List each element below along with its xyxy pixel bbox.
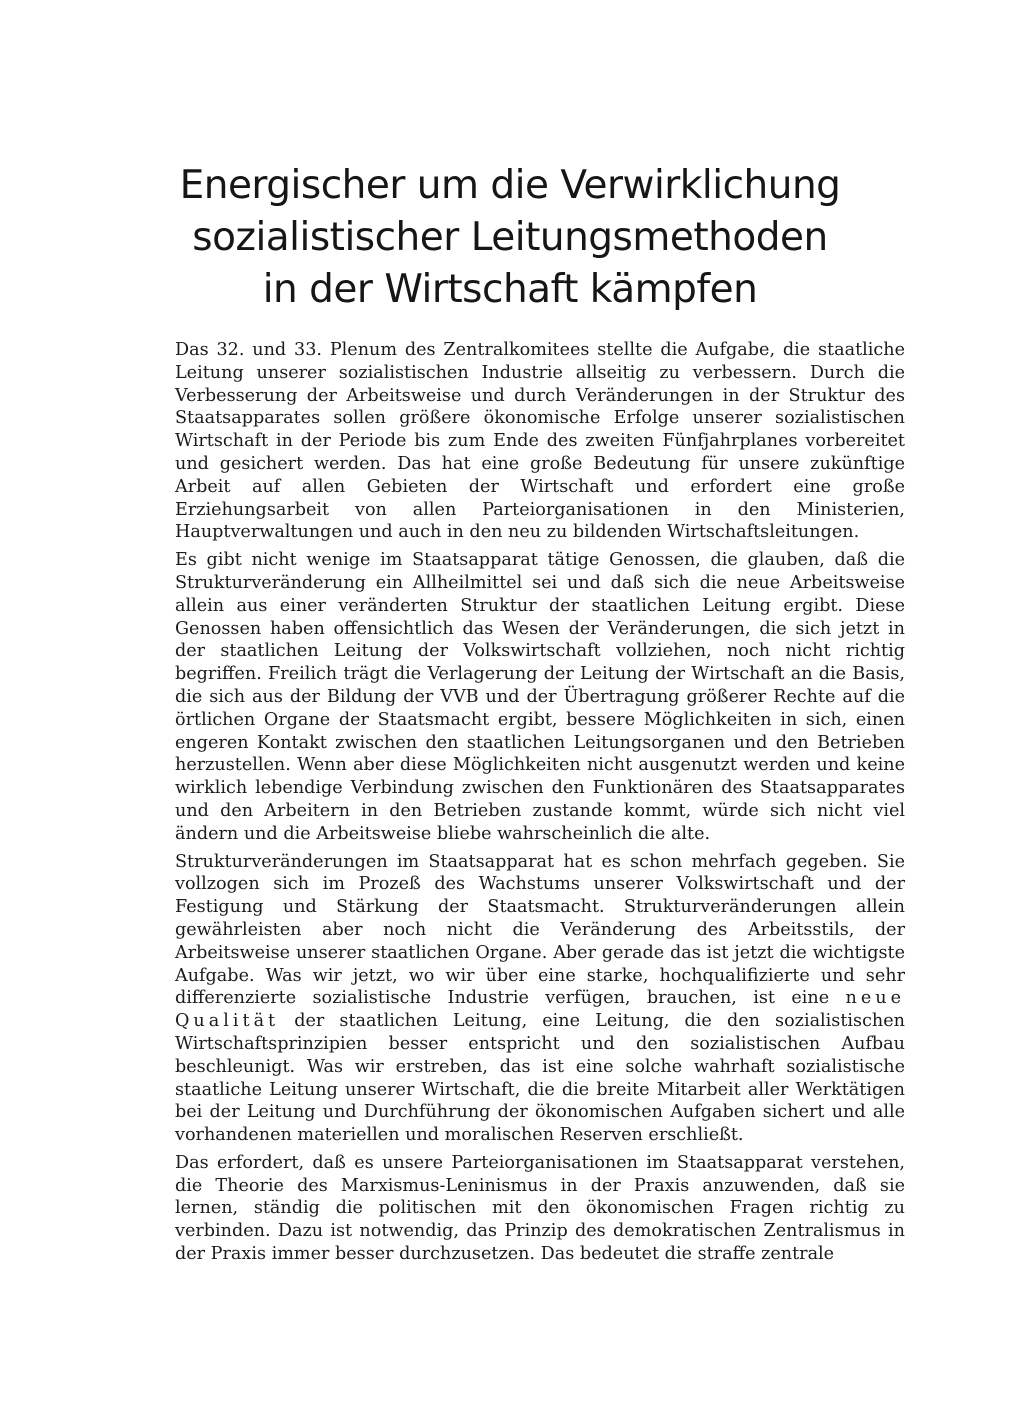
paragraph-4: Das erfordert, daß es unsere Parteiorganisationen im Staatsapparat verstehen, die Theorie des Marxismus-Leninismus in der Praxis anzuwenden, daß sie lernen, ständig die politischen mit den ökonomischen Fragen richtig zu verbinden. Dazu ist notwendig, das Prinzip des demokratischen Zentralismus in der Praxis immer besser durchzusetzen. Das bedeutet die straffe zentrale	[175, 1152, 905, 1265]
paragraph-1: Das 32. und 33. Plenum des Zentralkomitees stellte die Aufgabe, die staatliche Leitung unserer sozialistischen Industrie allseitig zu verbessern. Durch die Verbesserung der Arbeitsweise und durch Veränderungen in der Struktur des Staatsapparates sollen größere ökonomische Erfolge unserer sozialistischen Wirtschaft in der Periode bis zum Ende des zweiten Fünfjahrplanes vorbereitet und gesichert werden. Das hat eine große Bedeutung für unsere zukünftige Arbeit auf allen Gebieten der Wirtschaft und erfordert eine große Erziehungsarbeit von allen Parteiorganisationen in den Ministerien, Hauptverwaltungen und auch in den neu zu bildenden Wirtschaftsleitungen.	[175, 340, 905, 543]
paragraph-2: Es gibt nicht wenige im Staatsapparat tätige Genossen, die glauben, daß die Strukturveränderung ein Allheilmittel sei und daß sich die neue Arbeitsweise allein aus einer veränderten Struktur der staatlichen Leitung ergibt. Diese Genossen haben offensichtlich das Wesen der Veränderungen, die sich jetzt in der staatlichen Leitung der Volkswirtschaft vollziehen, noch nicht richtig begriffen. Freilich trägt die Verlagerung der Leitung der Wirtschaft an die Basis, die sich aus der Bildung der VVB und der Übertragung größerer Rechte auf die örtlichen Organe der Staatsmacht ergibt, bessere Möglichkeiten in sich, einen engeren Kontakt zwischen den staatlichen Leitungsorganen und den Betrieben herzustellen. Wenn aber diese Möglichkeiten nicht ausgenutzt werden und keine wirklich lebendige Verbindung zwischen den Funktionären des Staatsapparates und den Arbeitern in den Betrieben zustande kommt, würde sich nicht viel ändern und die Arbeitsweise bliebe wahrscheinlich die alte.	[175, 550, 905, 844]
title-line-1: Energischer um die Verwirklichung	[179, 163, 841, 208]
article-body	[175, 339, 905, 1271]
paragraph-3	[175, 851, 905, 1147]
paragraph-3-part-2: der staatlichen Leitung, eine Leitung, die den sozialistischen Wirtschaftsprinzipien besser entspricht und den sozialistischen Aufbau beschleunigt. Was wir erstreben, das ist eine solche wahrhaft sozialistische staatliche Leitung unserer Wirtschaft, die die breite Mitarbeit aller Werktätigen bei der Leitung und Durchführung der ökonomischen Aufgaben sichert und alle vorhandenen materiellen und moralischen Reserven erschließt.	[175, 1011, 905, 1146]
title-line-3: in der Wirtschaft kämpfen	[262, 267, 758, 312]
article-title	[150, 160, 870, 316]
paragraph-3-part-1: Strukturveränderungen im Staatsapparat hat es schon mehrfach gegeben. Sie vollzogen sich im Prozeß des Wachstums unserer Volkswirtschaft und der Festigung und Stärkung der Staatsmacht. Strukturveränderungen allein gewährleisten aber noch nicht die Veränderung des Arbeitsstils, der Arbeitsweise unserer staatlichen Organe. Aber gerade das ist jetzt die wichtigste Aufgabe. Was wir jetzt, wo wir über eine starke, hochqualifizierte und sehr differenzierte sozialistische Industrie verfügen, brauchen, ist eine	[175, 851, 905, 1009]
emphasized-phrase: neue Qualität	[175, 988, 905, 1032]
title-line-2: sozialistischer Leitungsmethoden	[192, 215, 828, 260]
